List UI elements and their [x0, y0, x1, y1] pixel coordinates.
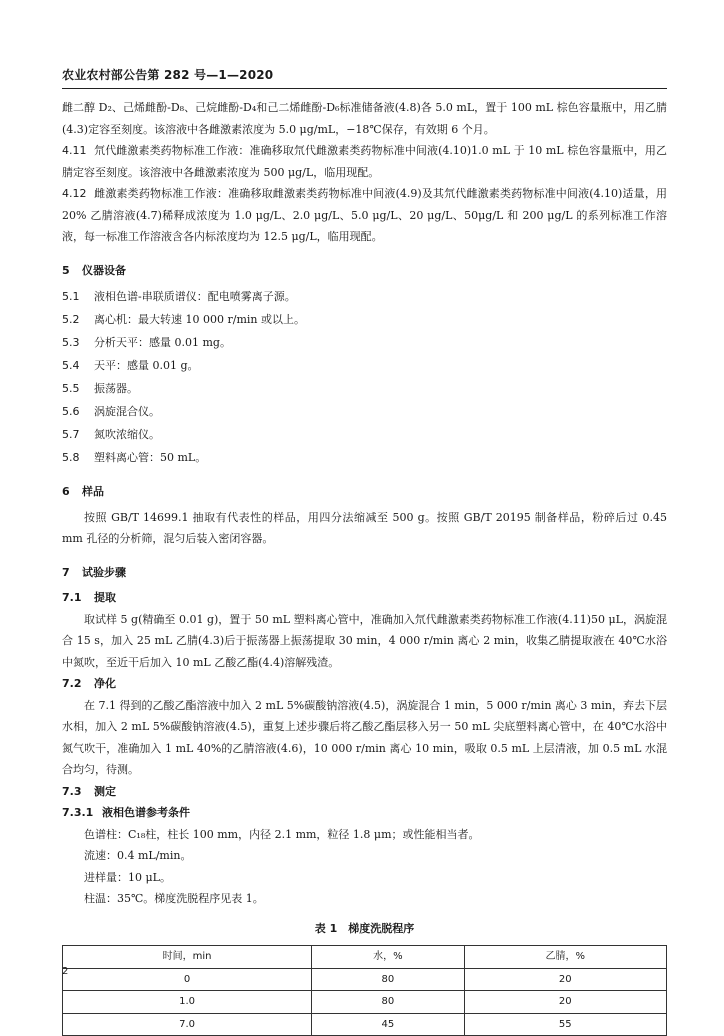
item-number: 5.4 — [62, 359, 80, 372]
clause-number: 4.12 — [62, 187, 87, 200]
page-header: 农业农村部公告第 282 号—1—2020 — [62, 68, 274, 82]
clause-7-3-heading — [62, 781, 667, 803]
item-number: 5.6 — [62, 405, 80, 418]
item-text: 液相色谱-串联质谱仪：配电喷雾离子源。 — [94, 290, 296, 303]
section-number: 7 — [62, 565, 70, 579]
section-6-heading — [62, 481, 667, 503]
clause-text: 氘代雌激素类药物标准工作液：准确移取氘代雌激素类药物标准中间液(4.10)1.0 mL 于 10 mL 棕色容量瓶中，用乙腈定容至刻度。该溶液中各雌激素浓度为 500 μg/L，临用现配。 — [62, 144, 667, 179]
paragraph-4-8-continued: 雌二醇 D₂、己烯雌酚-D₈、己烷雌酚-D₄和己二烯雌酚-D₆标准储备液(4.8)各 5.0 mL，置于 100 mL 棕色容量瓶中，用乙腈(4.3)定容至刻度。该溶液中各雌激素浓度为 5.0 μg/mL，−18℃保存，有效期 6 个月。 — [62, 101, 667, 136]
clause-title: 提取 — [94, 591, 116, 604]
lc-conditions — [62, 824, 667, 910]
section-title: 试验步骤 — [82, 565, 126, 579]
item-number: 5.3 — [62, 336, 80, 349]
section-title: 仪器设备 — [82, 263, 126, 277]
item-number: 5.5 — [62, 382, 80, 395]
table-cell: 80 — [312, 991, 464, 1014]
clause-7-3-1-heading — [62, 802, 667, 824]
table-cell: 80 — [312, 968, 464, 991]
table-cell: 55 — [464, 1013, 666, 1036]
header-rule — [62, 88, 667, 89]
table-row — [63, 991, 667, 1014]
equipment-item — [62, 285, 667, 308]
clause-number: 7.2 — [62, 677, 82, 690]
clause-number: 7.3 — [62, 784, 82, 798]
item-number: 5.2 — [62, 313, 80, 326]
lc-condition-line: 柱温：35℃。梯度洗脱程序见表 1。 — [84, 892, 264, 905]
section-number: 5 — [62, 263, 70, 277]
equipment-item — [62, 377, 667, 400]
clause-title: 液相色谱参考条件 — [102, 806, 190, 819]
table-header-row — [63, 946, 667, 969]
section-7-heading — [62, 562, 667, 584]
item-text: 塑料离心管：50 mL。 — [94, 451, 207, 464]
section-number: 6 — [62, 485, 70, 498]
document-body — [62, 97, 667, 1036]
equipment-item — [62, 400, 667, 423]
equipment-item — [62, 423, 667, 446]
lc-condition-line: 流速：0.4 mL/min。 — [84, 849, 192, 862]
table-header-cell: 乙腈，% — [464, 946, 666, 969]
item-text: 涡旋混合仪。 — [94, 405, 160, 418]
table-row — [63, 968, 667, 991]
table-cell: 7.0 — [63, 1013, 312, 1036]
clause-7-2-text: 在 7.1 得到的乙酸乙酯溶液中加入 2 mL 5%碳酸钠溶液(4.5)，涡旋混合 1 min，5 000 r/min 离心 3 min，弃去下层水相，加入 2 mL 5%碳酸钠溶液(4.5)，重复上述步骤后将乙酸乙酯层移入另一 50 mL 尖底塑料离心管中，在 40℃水浴中氮气吹干，准确加入 1 mL 40%的乙腈溶液(4.6)，10 000 r/min 离心 10 min，吸取 0.5 mL 上层清液，加 0.5 mL 水混合均匀，待测。 — [62, 698, 667, 776]
clause-number: 7.1 — [62, 591, 82, 604]
page-number: 2 — [62, 966, 69, 977]
clause-number: 7.3.1 — [62, 806, 94, 819]
section-title: 样品 — [82, 485, 104, 498]
item-number: 5.7 — [62, 428, 80, 441]
clause-number: 4.11 — [62, 144, 87, 157]
item-text: 氮吹浓缩仪。 — [94, 428, 160, 441]
table-cell: 0 — [63, 968, 312, 991]
item-number: 5.1 — [62, 290, 80, 303]
table-cell: 20 — [464, 968, 666, 991]
item-number: 5.8 — [62, 451, 80, 464]
clause-text: 雌激素类药物标准工作液：准确移取雌激素类药物标准中间液(4.9)及其氘代雌激素类药物标准中间液(4.10)适量，用 20% 乙腈溶液(4.7)稀释成浓度为 1.0 μg/L、2.0 μg/L、5.0 μg/L、20 μg/L、50μg/L 和 200 μg/L 的系列标准工作溶液，每一标准工作溶液含各内标浓度均为 12.5 μg/L，临用现配。 — [62, 187, 667, 243]
equipment-list — [62, 285, 667, 469]
table-header-cell: 时间，min — [63, 946, 312, 969]
clause-4-12 — [62, 183, 667, 248]
clause-4-11 — [62, 140, 667, 183]
table-body — [63, 968, 667, 1036]
item-text: 振荡器。 — [94, 382, 138, 395]
clause-title: 净化 — [94, 677, 116, 690]
equipment-item — [62, 308, 667, 331]
table-row — [63, 1013, 667, 1036]
table-cell: 1.0 — [63, 991, 312, 1014]
lc-condition-line: 进样量：10 μL。 — [84, 870, 171, 884]
item-text: 离心机：最大转速 10 000 r/min 或以上。 — [94, 313, 305, 326]
table-header-cell: 水，% — [312, 946, 464, 969]
section-6-text: 按照 GB/T 14699.1 抽取有代表性的样品，用四分法缩减至 500 g。按照 GB/T 20195 制备样品，粉碎后过 0.45 mm 孔径的分析筛，混匀后装入密闭容器。 — [62, 510, 667, 545]
clause-7-2-heading — [62, 673, 667, 695]
item-text: 分析天平：感量 0.01 mg。 — [94, 336, 231, 349]
gradient-elution-table — [62, 945, 667, 1036]
clause-7-1-heading — [62, 587, 667, 609]
lc-condition-line: 色谱柱：C₁₈柱，柱长 100 mm，内径 2.1 mm，粒径 1.8 μm；或性能相当者。 — [84, 827, 480, 841]
clause-title: 测定 — [94, 784, 116, 798]
equipment-item — [62, 354, 667, 377]
table-caption: 表 1 梯度洗脱程序 — [314, 921, 415, 935]
equipment-item — [62, 331, 667, 354]
equipment-item — [62, 446, 667, 469]
item-text: 天平：感量 0.01 g。 — [94, 359, 199, 372]
clause-7-1-text: 取试样 5 g(精确至 0.01 g)，置于 50 mL 塑料离心管中，准确加入氘代雌激素类药物标准工作液(4.11)50 μL，涡旋混合 15 s，加入 25 mL 乙腈(4.3)后于振荡器上振荡提取 30 min，4 000 r/min 离心 2 min，收集乙腈提取液在 40℃水浴中氮吹，至近干后加入 10 mL 乙酸乙酯(4.4)溶解残渣。 — [62, 612, 667, 669]
table-cell: 45 — [312, 1013, 464, 1036]
section-5-heading — [62, 260, 667, 282]
table-cell: 20 — [464, 991, 666, 1014]
